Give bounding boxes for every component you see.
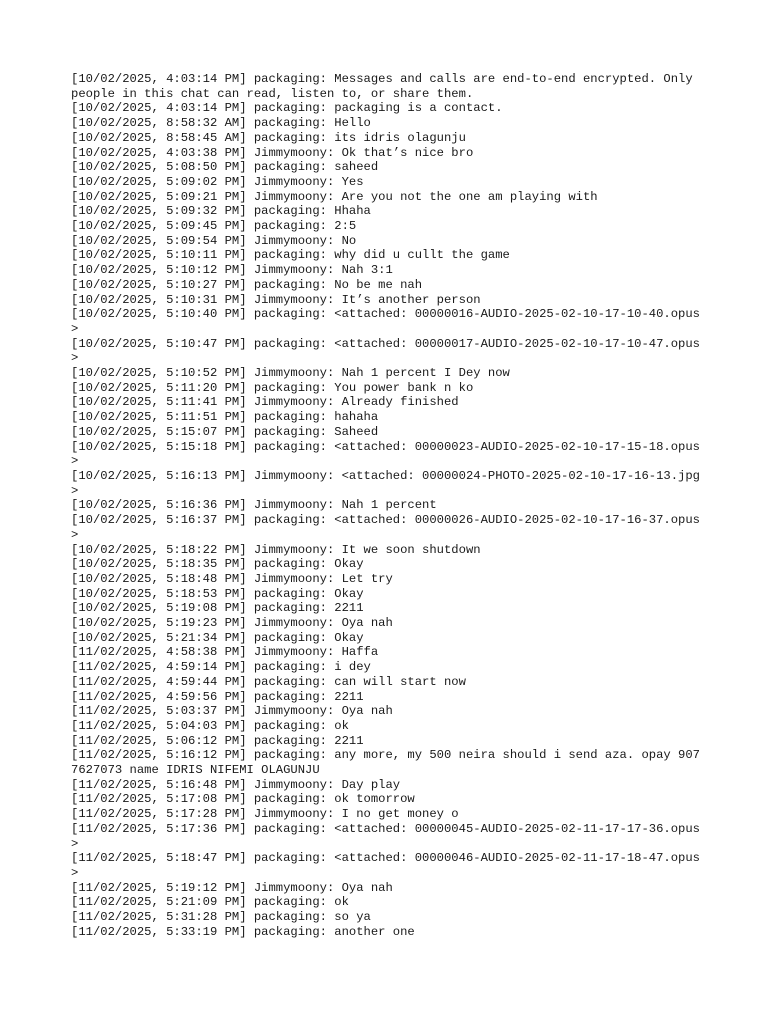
transcript-line: [11/02/2025, 5:33:19 PM] packaging: another one	[71, 924, 415, 939]
transcript-line: [11/02/2025, 5:06:12 PM] packaging: 2211	[71, 733, 364, 748]
transcript-line: [11/02/2025, 5:19:12 PM] Jimmymoony: Oya nah	[71, 880, 393, 895]
transcript-line: [10/02/2025, 5:11:20 PM] packaging: You power bank n ko	[71, 380, 474, 395]
transcript-line: [11/02/2025, 4:59:44 PM] packaging: can will start now	[71, 674, 466, 689]
transcript-line: [11/02/2025, 5:17:36 PM] packaging: <attached: 00000045-AUDIO-2025-02-11-17-17-36.opus>	[71, 821, 700, 851]
transcript-line: [11/02/2025, 4:59:56 PM] packaging: 2211	[71, 689, 364, 704]
transcript-line: [10/02/2025, 5:10:27 PM] packaging: No be me nah	[71, 277, 423, 292]
transcript-line: [10/02/2025, 5:09:21 PM] Jimmymoony: Are you not the one am playing with	[71, 189, 598, 204]
transcript-line: [10/02/2025, 5:19:23 PM] Jimmymoony: Oya nah	[71, 616, 393, 631]
transcript-line: [11/02/2025, 5:17:08 PM] packaging: ok tomorrow	[71, 792, 415, 807]
transcript-line: [10/02/2025, 8:58:32 AM] packaging: Hello	[71, 116, 371, 131]
transcript-line: [10/02/2025, 5:18:48 PM] Jimmymoony: Let try	[71, 571, 393, 586]
transcript-line: [10/02/2025, 5:15:18 PM] packaging: <attached: 00000023-AUDIO-2025-02-10-17-15-18.opus>	[71, 439, 700, 469]
transcript-line: [10/02/2025, 5:11:51 PM] packaging: hahaha	[71, 410, 379, 425]
transcript-line: [11/02/2025, 5:16:48 PM] Jimmymoony: Day play	[71, 777, 401, 792]
transcript-line: [10/02/2025, 5:09:02 PM] Jimmymoony: Yes	[71, 174, 364, 189]
transcript-line: [10/02/2025, 8:58:45 AM] packaging: its idris olagunju	[71, 130, 466, 145]
transcript-line: [11/02/2025, 5:17:28 PM] Jimmymoony: I no get money o	[71, 807, 459, 822]
transcript-line: [11/02/2025, 5:16:12 PM] packaging: any more, my 500 neira should i send aza. opay 9077627073 name IDRIS NIFEMI OLAGUNJU	[71, 748, 700, 778]
transcript-line: [10/02/2025, 5:08:50 PM] packaging: saheed	[71, 160, 379, 175]
transcript-line: [11/02/2025, 5:04:03 PM] packaging: ok	[71, 718, 349, 733]
transcript-line: [10/02/2025, 5:10:52 PM] Jimmymoony: Nah 1 percent I Dey now	[71, 366, 510, 381]
transcript-line: [11/02/2025, 4:59:14 PM] packaging: i dey	[71, 660, 371, 675]
transcript-line: [10/02/2025, 5:10:40 PM] packaging: <attached: 00000016-AUDIO-2025-02-10-17-10-40.opus>	[71, 307, 700, 336]
transcript-line: [10/02/2025, 5:10:47 PM] packaging: <attached: 00000017-AUDIO-2025-02-10-17-10-47.opus>	[71, 336, 700, 366]
transcript-line: [10/02/2025, 5:19:08 PM] packaging: 2211	[71, 601, 364, 616]
transcript-line: [10/02/2025, 5:10:31 PM] Jimmymoony: It’s another person	[71, 292, 481, 307]
transcript-line: [10/02/2025, 5:10:12 PM] Jimmymoony: Nah 3:1	[71, 263, 393, 278]
transcript-line: [10/02/2025, 5:16:13 PM] Jimmymoony: <attached: 00000024-PHOTO-2025-02-10-17-16-13.jpg>	[71, 468, 700, 498]
chat-transcript	[71, 72, 701, 939]
transcript-line: [10/02/2025, 5:09:54 PM] Jimmymoony: No	[71, 233, 357, 248]
transcript-line: [11/02/2025, 4:58:38 PM] Jimmymoony: Haffa	[71, 645, 379, 660]
transcript-line: [10/02/2025, 5:18:22 PM] Jimmymoony: It we soon shutdown	[71, 542, 481, 557]
transcript-line: [11/02/2025, 5:18:47 PM] packaging: <attached: 00000046-AUDIO-2025-02-11-17-18-47.opus>	[71, 851, 700, 880]
transcript-line: [10/02/2025, 4:03:14 PM] packaging: Messages and calls are end-to-end encrypted. Only people in this chat can read, listen to, or share them.	[71, 72, 700, 101]
transcript-line: [11/02/2025, 5:03:37 PM] Jimmymoony: Oya nah	[71, 704, 393, 719]
transcript-line: [11/02/2025, 5:21:09 PM] packaging: ok	[71, 895, 349, 910]
transcript-line: [10/02/2025, 5:18:35 PM] packaging: Okay	[71, 557, 364, 572]
transcript-line: [10/02/2025, 5:11:41 PM] Jimmymoony: Already finished	[71, 395, 459, 410]
transcript-line: [10/02/2025, 5:21:34 PM] packaging: Okay	[71, 630, 364, 645]
transcript-line: [10/02/2025, 4:03:38 PM] Jimmymoony: Ok that’s nice bro	[71, 145, 474, 160]
transcript-line: [10/02/2025, 5:09:45 PM] packaging: 2:5	[71, 219, 357, 234]
transcript-line: [10/02/2025, 5:18:53 PM] packaging: Okay	[71, 586, 364, 601]
transcript-line: [11/02/2025, 5:31:28 PM] packaging: so ya	[71, 910, 371, 925]
transcript-line: [10/02/2025, 4:03:14 PM] packaging: packaging is a contact.	[71, 101, 503, 116]
transcript-line: [10/02/2025, 5:10:11 PM] packaging: why did u cullt the game	[71, 248, 510, 263]
transcript-line: [10/02/2025, 5:09:32 PM] packaging: Hhaha	[71, 204, 371, 219]
transcript-line: [10/02/2025, 5:16:36 PM] Jimmymoony: Nah 1 percent	[71, 498, 437, 513]
transcript-line: [10/02/2025, 5:15:07 PM] packaging: Saheed	[71, 424, 379, 439]
transcript-line: [10/02/2025, 5:16:37 PM] packaging: <attached: 00000026-AUDIO-2025-02-10-17-16-37.opus>	[71, 513, 700, 542]
